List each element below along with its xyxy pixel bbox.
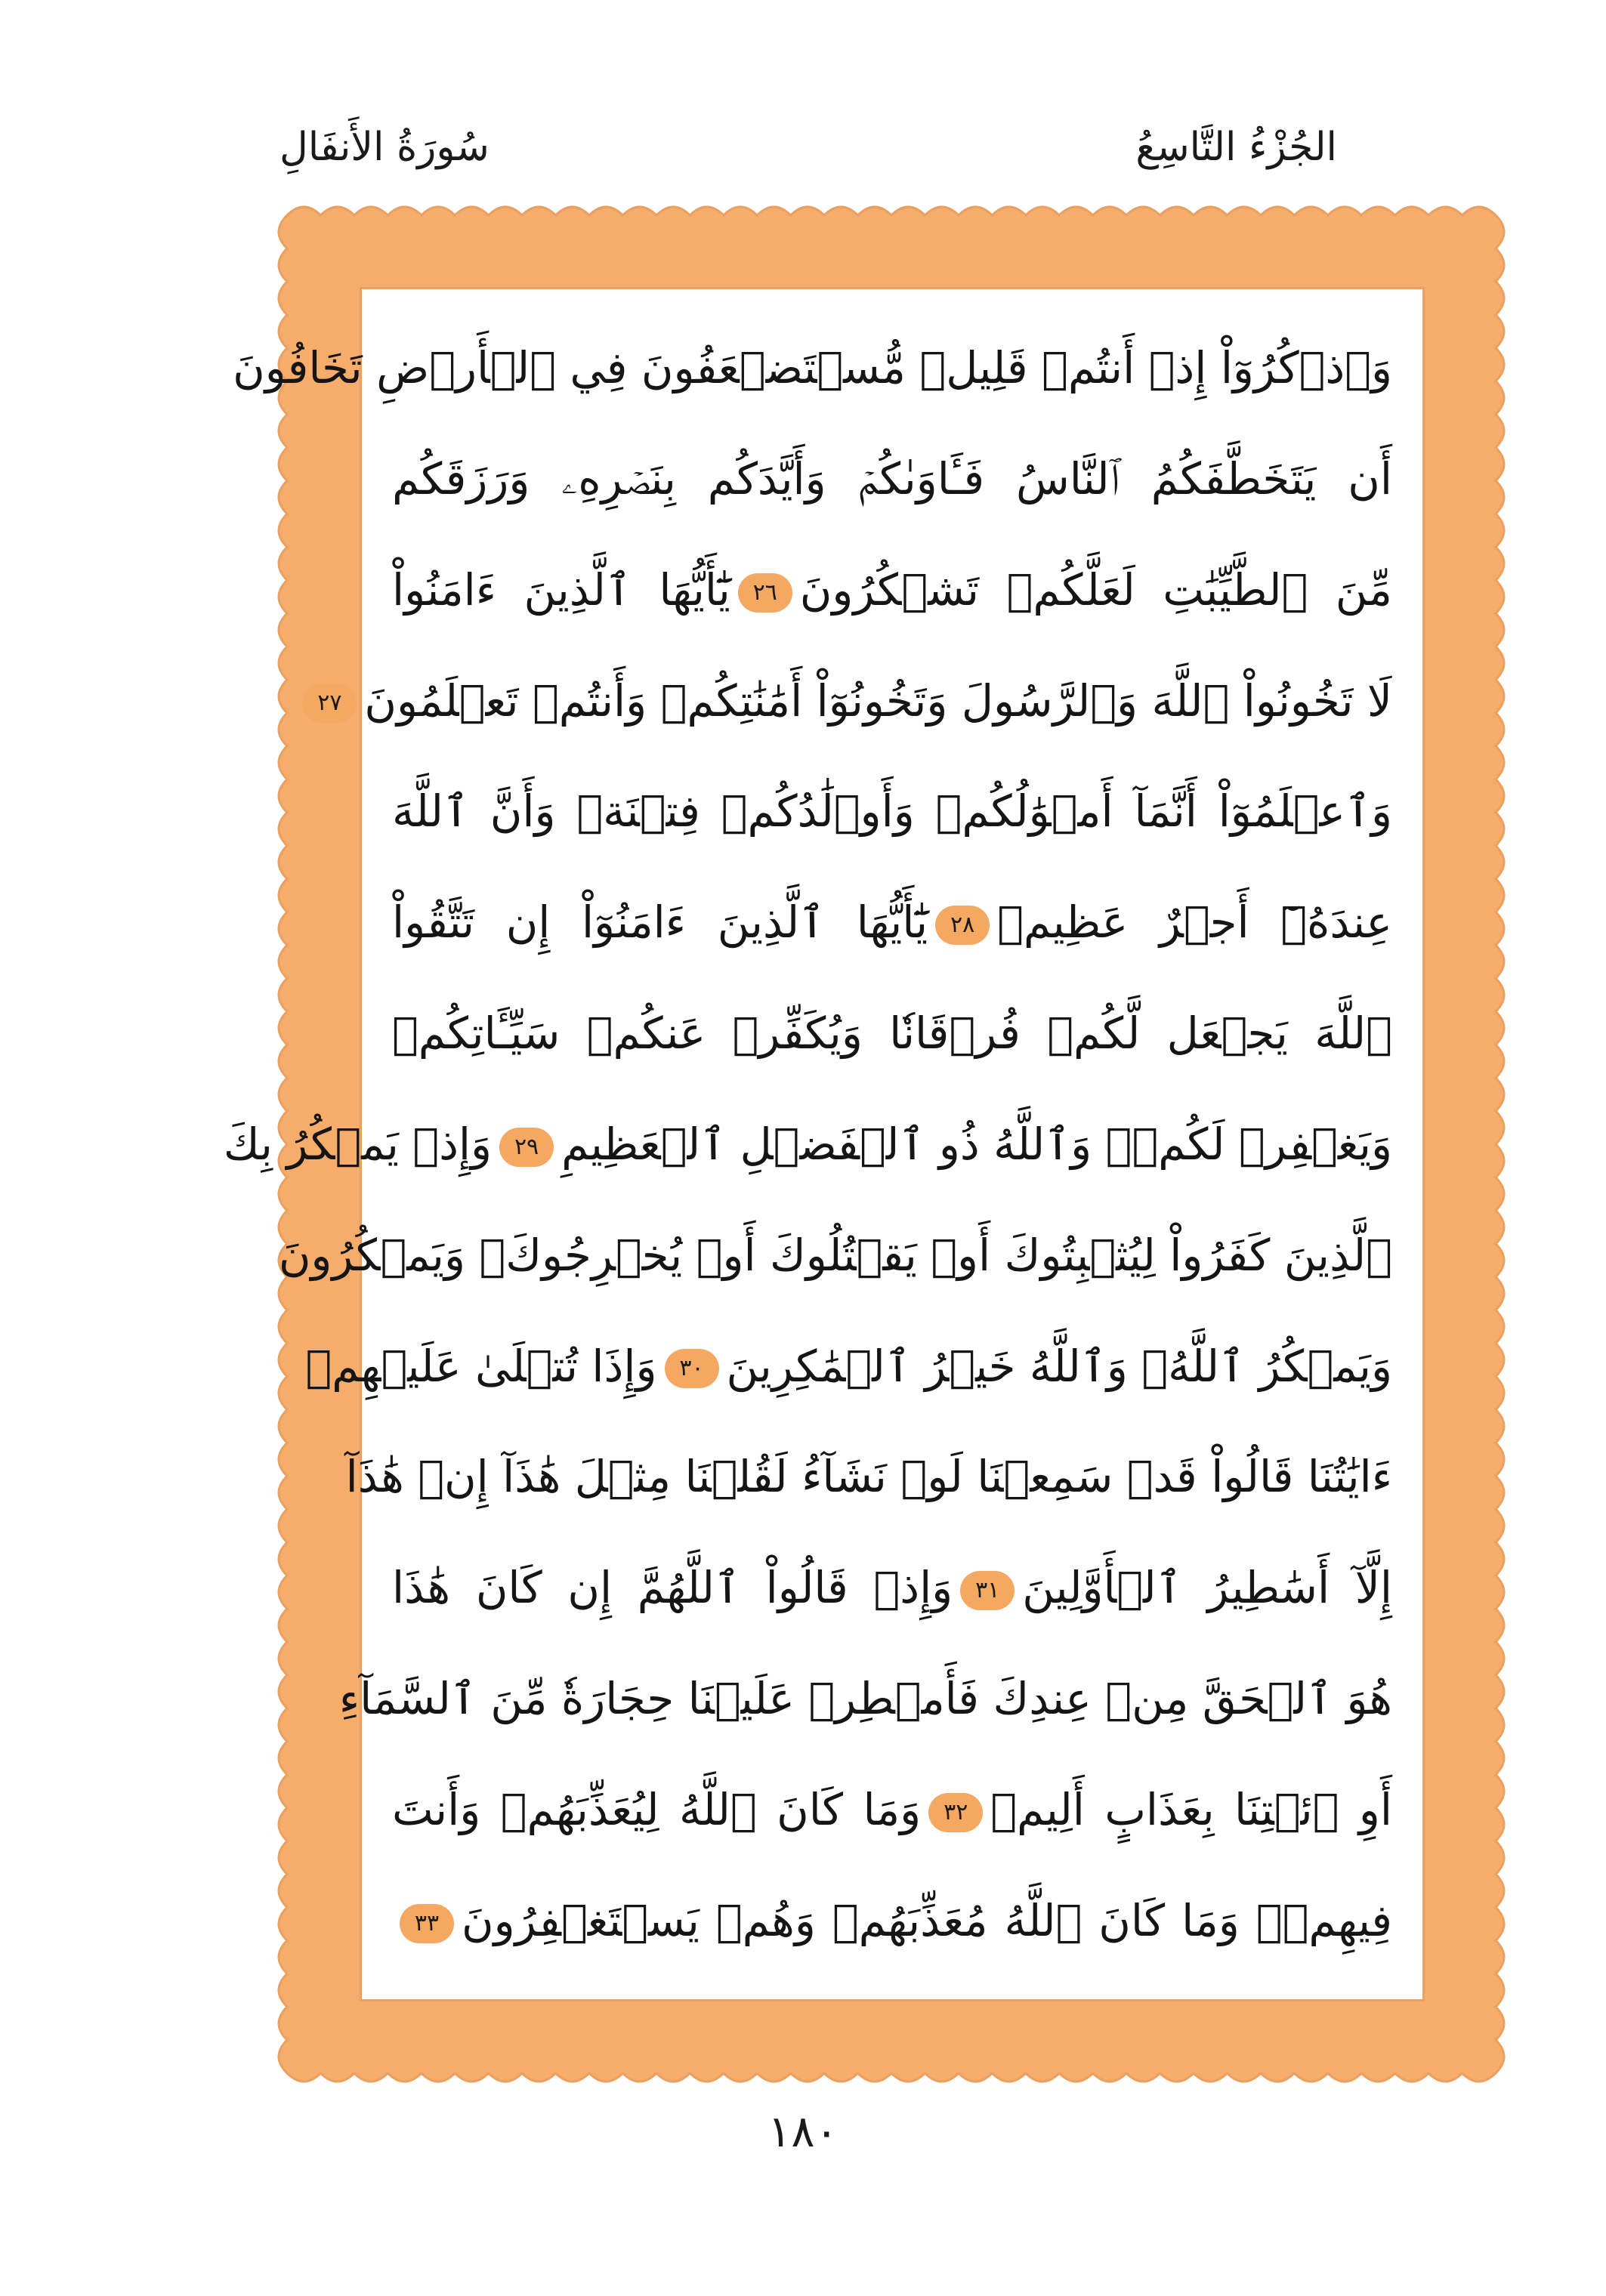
- verse-line: [345, 1428, 1392, 1525]
- verse-text: إِلَّآ أَسَٰطِيرُ ٱلۡأَوَّلِينَ: [1022, 1562, 1393, 1614]
- ayah-number-marker: ٣٣: [400, 1904, 454, 1943]
- verse-line: [392, 1761, 1392, 1858]
- verse-line: [392, 874, 1392, 971]
- verse-text: وَيَمۡكُرُ ٱللَّهُۖ وَٱللَّهُ خَيۡرُ ٱلۡمَٰكِرِينَ: [726, 1340, 1392, 1392]
- verse-text: فِيهِمۡۚ وَمَا كَانَ ٱللَّهُ مُعَذِّبَهُمۡ وَهُمۡ يَسۡتَغۡفِرُونَ: [462, 1894, 1392, 1946]
- verse-text: وَإِذۡ يَمۡكُرُ بِكَ: [223, 1118, 493, 1170]
- verse-line: [278, 1207, 1392, 1304]
- ayah-number-marker: ٢٨: [935, 906, 990, 945]
- verse-text: أَن يَتَخَطَّفَكُمُ ٱلنَّاسُ فَـَٔاوَىٰكُمۡ وَأَيَّدَكُم بِنَصۡرِهِۦ وَرَزَقَكُم: [392, 452, 1392, 505]
- ayah-number-marker: ٣٢: [928, 1793, 983, 1832]
- verse-text: أَوِ ٱئۡتِنَا بِعَذَابٍ أَلِيمٖ: [990, 1783, 1393, 1835]
- verse-text: لَا تَخُونُواْ ٱللَّهَ وَٱلرَّسُولَ وَتَخُونُوٓاْ أَمَٰنَٰتِكُمۡ وَأَنتُمۡ تَعۡلَمُونَ: [364, 674, 1392, 727]
- page-header: [280, 106, 1337, 189]
- verse-line: [317, 653, 1392, 749]
- verse-line: [392, 763, 1392, 859]
- juz-title: الجُزْءُ التَّاسِعُ: [1135, 125, 1337, 170]
- ayah-number-marker: ٢٩: [499, 1128, 554, 1167]
- verse-text: مِّنَ ٱلطَّيِّبَٰتِ لَعَلَّكُمۡ تَشۡكُرُونَ: [799, 563, 1392, 616]
- verse-text: وَٱذۡكُرُوٓاْ إِذۡ أَنتُمۡ قَلِيلٞ مُّسۡتَضۡعَفُونَ فِي ٱلۡأَرۡضِ تَخَافُونَ: [233, 342, 1392, 393]
- verse-line: [392, 542, 1392, 638]
- verse-line: [392, 430, 1392, 527]
- ayah-number-marker: ٣٠: [665, 1349, 719, 1388]
- verse-lines: [223, 319, 1393, 1969]
- verse-line: [392, 1539, 1392, 1636]
- ayah-number-marker: ٢٦: [738, 573, 792, 613]
- verse-line: [233, 319, 1392, 416]
- ayah-number-marker: ٢٧: [302, 684, 357, 723]
- quran-text-panel: [223, 287, 1425, 2001]
- verse-text: عِندَهُۥٓ أَجۡرٌ عَظِيمٞ: [997, 896, 1392, 949]
- verse-text: يَٰٓأَيُّهَا ٱلَّذِينَ ءَامَنُواْ: [392, 563, 730, 616]
- page-number: ١٨٠: [767, 2106, 839, 2157]
- verse-line: [305, 1318, 1392, 1415]
- verse-text: يَٰٓأَيُّهَا ٱلَّذِينَ ءَامَنُوٓاْ إِن تَتَّقُواْ: [392, 896, 928, 949]
- ayah-number-marker: ٣١: [960, 1571, 1015, 1610]
- verse-text: ٱلَّذِينَ كَفَرُواْ لِيُثۡبِتُوكَ أَوۡ يَقۡتُلُوكَ أَوۡ يُخۡرِجُوكَۚ وَيَمۡكُرُونَ: [278, 1229, 1392, 1281]
- verse-line: [223, 1096, 1392, 1193]
- verse-text: وَإِذَا تُتۡلَىٰ عَلَيۡهِمۡ: [305, 1340, 657, 1392]
- verse-text: هُوَ ٱلۡحَقَّ مِنۡ عِندِكَ فَأَمۡطِرۡ عَلَيۡنَا حِجَارَةٗ مِّنَ ٱلسَّمَآءِ: [338, 1673, 1392, 1725]
- verse-text: ٱللَّهَ يَجۡعَل لَّكُمۡ فُرۡقَانٗا وَيُكَفِّرۡ عَنكُمۡ سَيِّـَٔاتِكُمۡ: [392, 1008, 1392, 1060]
- verse-line: [392, 1872, 1392, 1969]
- verse-line: [338, 1650, 1392, 1747]
- verse-text: ءَايَٰتُنَا قَالُواْ قَدۡ سَمِعۡنَا لَوۡ نَشَآءُ لَقُلۡنَا مِثۡلَ هَٰذَآ إِنۡ هَٰذَآ: [345, 1451, 1392, 1503]
- verse-text: وَإِذۡ قَالُواْ ٱللَّهُمَّ إِن كَانَ هَٰذَا: [392, 1562, 953, 1614]
- verse-text: وَيَغۡفِرۡ لَكُمۡۗ وَٱللَّهُ ذُو ٱلۡفَضۡلِ ٱلۡعَظِيمِ: [561, 1118, 1392, 1170]
- verse-text: وَٱعۡلَمُوٓاْ أَنَّمَآ أَمۡوَٰلُكُمۡ وَأَوۡلَٰدُكُمۡ فِتۡنَةٞ وَأَنَّ ٱللَّهَ: [392, 785, 1392, 838]
- verse-line: [392, 985, 1392, 1082]
- surah-title: سُورَةُ الأَنفَالِ: [280, 125, 490, 170]
- verse-text: وَمَا كَانَ ٱللَّهُ لِيُعَذِّبَهُمۡ وَأَنتَ: [392, 1783, 922, 1835]
